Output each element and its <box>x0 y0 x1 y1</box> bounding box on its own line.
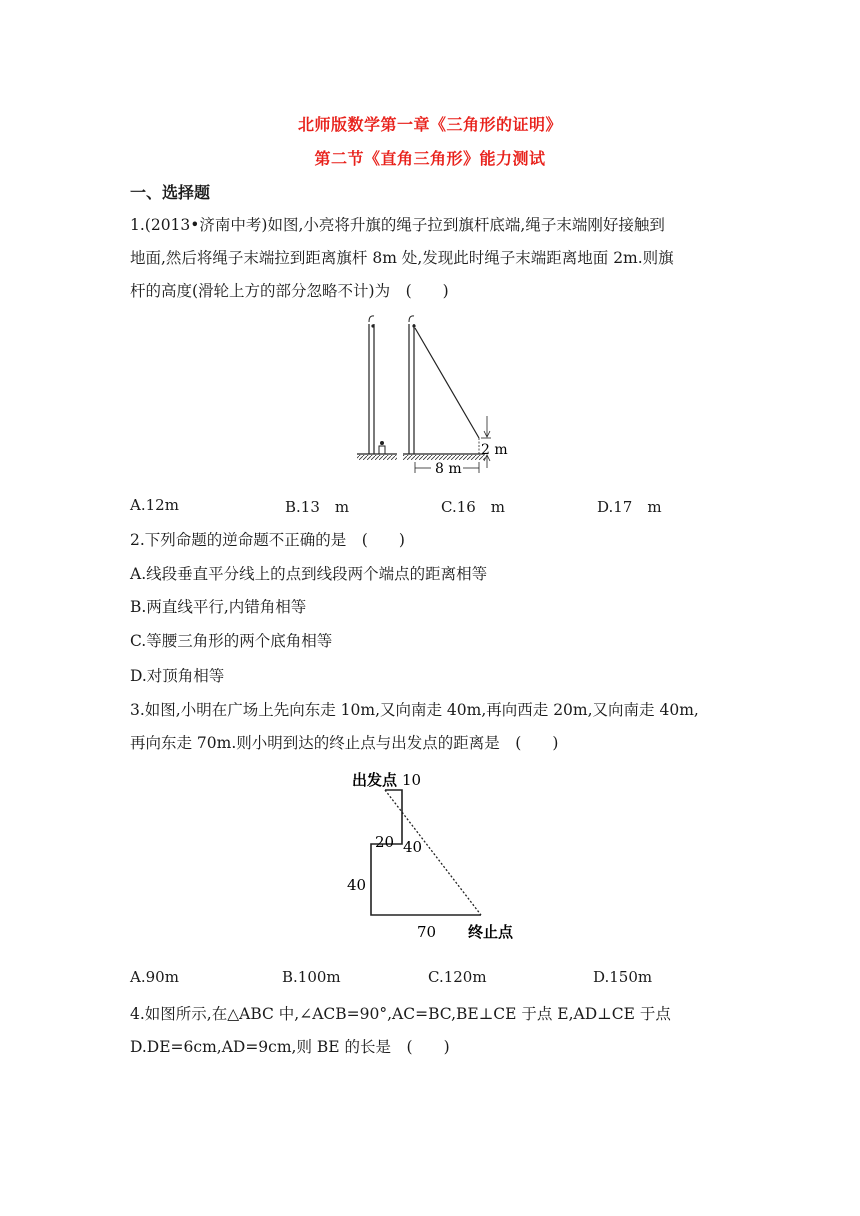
q1-option-b[interactable]: B.13 m <box>285 498 350 516</box>
segment-label-40-west: 40 <box>347 876 367 894</box>
q1-stem-line1: 1.(2013•济南中考)如图,小亮将升旗的绳子拉到旗杆底端,绳子末端刚好接触到 <box>130 216 665 234</box>
document-subtitle: 第二节《直角三角形》能力测试 <box>314 149 546 168</box>
distance-dimension <box>415 461 479 477</box>
left-flagpole <box>369 316 375 454</box>
q2-option-a[interactable]: A.线段垂直平分线上的点到线段两个端点的距离相等 <box>130 565 488 583</box>
distance-dotted-line <box>385 790 481 915</box>
q2-option-c[interactable]: C.等腰三角形的两个底角相等 <box>130 632 333 650</box>
q1-option-a[interactable]: A.12m <box>130 496 179 514</box>
rope-line <box>415 328 479 438</box>
person-icon <box>379 441 385 454</box>
segment-label-20: 20 <box>375 833 395 851</box>
q1-option-d[interactable]: D.17 m <box>597 498 662 516</box>
q2-option-d[interactable]: D.对顶角相等 <box>130 667 225 685</box>
q1-flagpole-figure <box>355 312 525 478</box>
q1-stem-line3: 杆的高度(滑轮上方的部分忽略不计)为 ( ) <box>130 282 449 300</box>
q4-stem-line1: 4.如图所示,在△ABC 中,∠ACB=90°,AC=BC,BE⊥CE 于点 E,AD⊥CE 于点 <box>130 1005 671 1023</box>
walking-path <box>371 790 481 915</box>
height-dimension <box>481 416 508 468</box>
right-flagpole <box>409 316 416 454</box>
q3-option-b[interactable]: B.100m <box>282 968 341 986</box>
segment-label-70: 70 <box>417 923 437 941</box>
end-label: 终止点 <box>468 923 514 941</box>
section-heading: 一、选择题 <box>130 183 211 202</box>
start-label: 出发点 <box>352 771 398 789</box>
q3-stem-line2: 再向东走 70m.则小明到达的终止点与出发点的距离是 ( ) <box>130 734 559 752</box>
left-ground <box>357 454 397 460</box>
q3-stem-line1: 3.如图,小明在广场上先向东走 10m,又向南走 40m,再向西走 20m,又向南走 40m, <box>130 701 699 719</box>
q3-option-c[interactable]: C.120m <box>428 968 487 986</box>
height-label: 2 m <box>481 442 508 458</box>
segment-label-10: 10 <box>402 771 422 789</box>
q2-option-b[interactable]: B.两直线平行,内错角相等 <box>130 598 307 616</box>
q2-stem: 2.下列命题的逆命题不正确的是 ( ) <box>130 531 405 549</box>
distance-label: 8 m <box>435 461 462 477</box>
q3-path-figure <box>340 764 540 950</box>
q3-option-d[interactable]: D.150m <box>593 968 653 986</box>
segment-label-40-east: 40 <box>403 838 423 856</box>
q3-option-a[interactable]: A.90m <box>130 968 179 986</box>
document-title: 北师版数学第一章《三角形的证明》 <box>297 115 562 134</box>
right-ground <box>403 438 485 460</box>
q1-stem-line2: 地面,然后将绳子末端拉到距离旗杆 8m 处,发现此时绳子末端距离地面 2m.则旗 <box>130 249 674 267</box>
q4-stem-line2: D.DE=6cm,AD=9cm,则 BE 的长是 ( ) <box>130 1038 450 1056</box>
q1-option-c[interactable]: C.16 m <box>441 498 506 516</box>
